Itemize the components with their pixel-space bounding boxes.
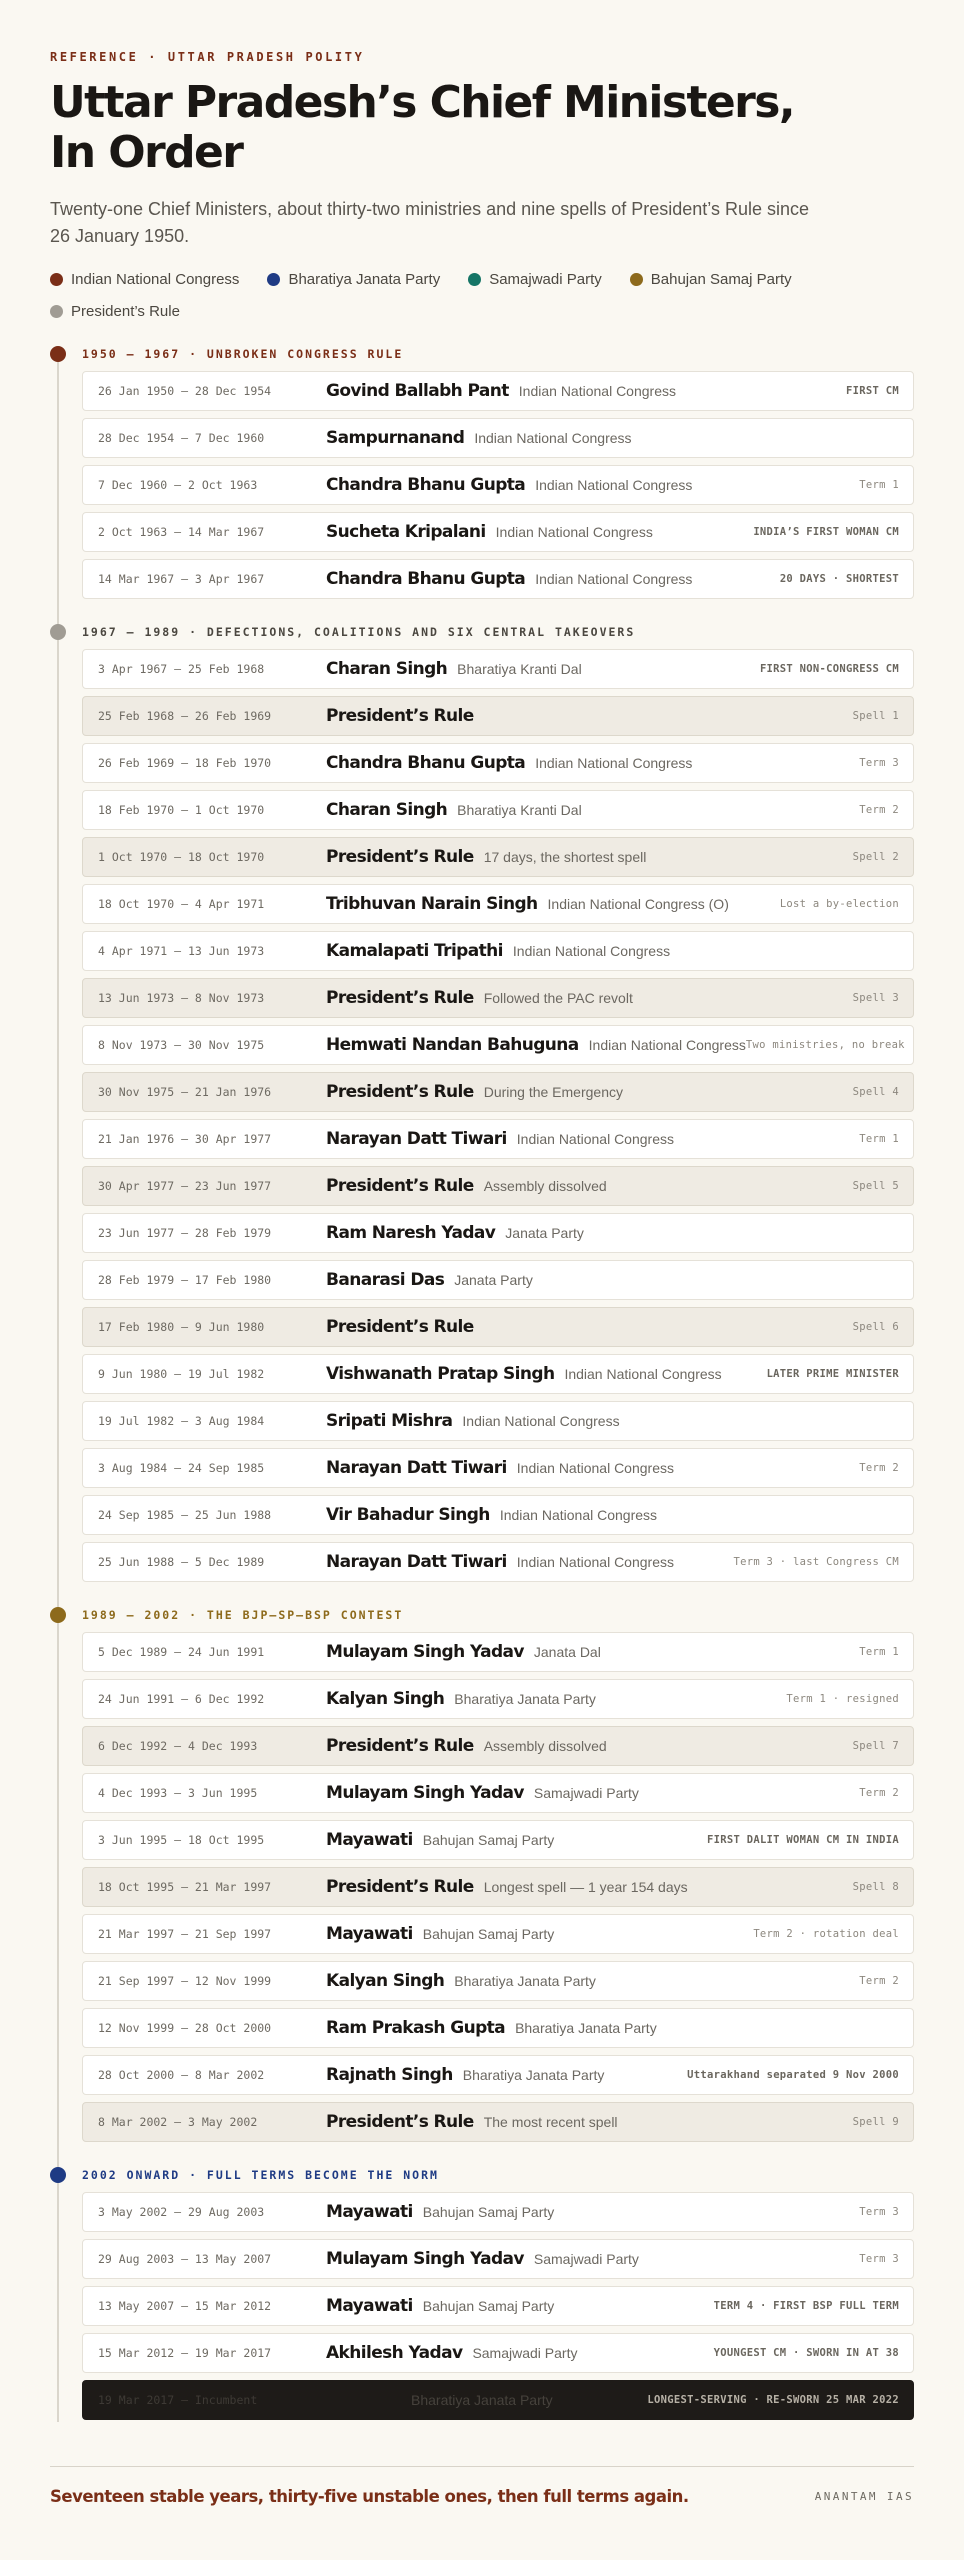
chief-minister-row: [82, 418, 914, 458]
tenure-dates: 4 Dec 1993 – 3 Jun 1995: [98, 1786, 258, 1800]
section-rows: [82, 1632, 914, 2142]
tenure-dates: 7 Dec 1960 – 2 Oct 1963: [98, 478, 258, 492]
section-rows: [82, 371, 914, 599]
chief-minister-name: Kalyan Singh: [326, 1971, 445, 1991]
chief-minister-row: [82, 1448, 914, 1488]
chief-minister-name: President’s Rule: [326, 2112, 474, 2132]
chief-minister-name: Kalyan Singh: [326, 1689, 445, 1709]
chief-minister-row: [82, 1495, 914, 1535]
rule-description: Assembly dissolved: [483, 1738, 607, 1754]
party-name: Bharatiya Kranti Dal: [457, 802, 582, 818]
legend-label: President’s Rule: [71, 302, 180, 320]
page-subtitle: Twenty-one Chief Ministers, about thirty-two ministries and nine spells of President’s Rule since 26 January 1950.: [50, 199, 810, 246]
party-name: Samajwadi Party: [472, 2345, 578, 2361]
chief-minister-name: Mayawati: [326, 1924, 413, 1944]
chief-minister-name: Sripati Mishra: [326, 1411, 453, 1431]
section-heading: 1950 – 1967 · UNBROKEN CONGRESS RULE: [82, 347, 404, 361]
chief-minister-row: [82, 1632, 914, 1672]
page-header: [50, 50, 914, 2408]
chief-minister-name: President’s Rule: [326, 847, 474, 867]
tenure-dates: 25 Jun 1988 – 5 Dec 1989: [98, 1555, 265, 1569]
tenure-dates: 15 Mar 2012 – 19 Mar 2017: [98, 2346, 272, 2360]
chief-minister-name: Ram Prakash Gupta: [326, 2018, 506, 2038]
footer: [50, 2466, 914, 2506]
tenure-note: Uttarakhand separated 9 Nov 2000: [687, 2069, 899, 2081]
tenure-note: Spell 6: [852, 1321, 899, 1333]
chief-minister-row: [82, 1542, 914, 1582]
party-name: Indian National Congress: [474, 430, 632, 446]
kicker: REFERENCE · UTTAR PRADESH POLITY: [50, 50, 365, 64]
legend-label: Indian National Congress: [71, 270, 240, 288]
tenure-dates: 18 Feb 1970 – 1 Oct 1970: [98, 803, 265, 817]
legend-label: Bahujan Samaj Party: [650, 270, 792, 288]
tenure-note: Term 2: [859, 1787, 899, 1799]
chief-minister-row: [82, 1914, 914, 1954]
chief-minister-name: Mayawati: [326, 2296, 413, 2316]
party-name: Indian National Congress: [516, 1554, 674, 1570]
legend-item: [50, 302, 180, 320]
party-name: Indian National Congress: [499, 1507, 658, 1523]
chief-minister-row: [82, 2055, 914, 2095]
party-name: Indian National Congress: [495, 524, 653, 540]
tenure-dates: 25 Feb 1968 – 26 Feb 1969: [98, 709, 272, 723]
tenure-dates: 21 Jan 1976 – 30 Apr 1977: [98, 1132, 272, 1146]
section-marker-icon: [50, 1607, 66, 1623]
chief-minister-name: Mulayam Singh Yadav: [326, 1783, 524, 1803]
presidents-rule-row: [82, 978, 914, 1018]
section-heading: 2002 ONWARD · FULL TERMS BECOME THE NORM: [82, 2168, 439, 2182]
party-name: Indian National Congress: [535, 755, 693, 771]
chief-minister-name: Chandra Bhanu Gupta: [326, 753, 526, 773]
chief-minister-name: Ram Naresh Yadav: [326, 1223, 496, 1243]
section-heading: 1989 – 2002 · THE BJP–SP–BSP CONTEST: [82, 1608, 404, 1622]
party-name: Samajwadi Party: [533, 2251, 639, 2267]
tenure-note: Term 3: [859, 757, 899, 769]
party-name: Bahujan Samaj Party: [422, 1926, 555, 1942]
tenure-dates: 9 Jun 1980 – 19 Jul 1982: [98, 1367, 265, 1381]
chief-minister-row: [82, 465, 914, 505]
tenure-dates: 19 Jul 1982 – 3 Aug 1984: [98, 1414, 265, 1428]
footer-quote: Seventeen stable years, thirty-five unstable ones, then full terms again.: [50, 2487, 689, 2506]
chief-minister-row: [82, 2239, 914, 2279]
tenure-dates: 6 Dec 1992 – 4 Dec 1993: [98, 1739, 258, 1753]
party-name: Bharatiya Janata Party: [454, 1691, 596, 1707]
timeline-section: [50, 623, 914, 1582]
tenure-dates: 2 Oct 1963 – 14 Mar 1967: [98, 525, 265, 539]
tenure-note: Term 2: [859, 804, 899, 816]
chief-minister-name: Chandra Bhanu Gupta: [326, 475, 526, 495]
tenure-dates: 28 Oct 2000 – 8 Mar 2002: [98, 2068, 265, 2082]
tenure-dates: 21 Mar 1997 – 21 Sep 1997: [98, 1927, 272, 1941]
tenure-note: Term 3: [859, 2206, 899, 2218]
tenure-dates: 23 Jun 1977 – 28 Feb 1979: [98, 1226, 272, 1240]
chief-minister-row: [82, 1961, 914, 2001]
tenure-dates: 19 Mar 2017 – Incumbent: [98, 2393, 258, 2407]
tenure-note: Two ministries, no break: [745, 1039, 905, 1051]
party-name: Bahujan Samaj Party: [422, 1832, 555, 1848]
party-name: Bharatiya Janata Party: [454, 1973, 596, 1989]
tenure-dates: 24 Jun 1991 – 6 Dec 1992: [98, 1692, 265, 1706]
party-name: Samajwadi Party: [533, 1785, 639, 1801]
chief-minister-row: [82, 931, 914, 971]
tenure-note: Term 3: [859, 2253, 899, 2265]
chief-minister-name: Hemwati Nandan Bahuguna: [326, 1035, 579, 1055]
chief-minister-name: Rajnath Singh: [326, 2065, 453, 2085]
tenure-note: Spell 5: [852, 1180, 899, 1192]
tenure-dates: 3 Aug 1984 – 24 Sep 1985: [98, 1461, 265, 1475]
chief-minister-row: [82, 2333, 914, 2373]
tenure-note: Term 2: [859, 1975, 899, 1987]
tenure-dates: 17 Feb 1980 – 9 Jun 1980: [98, 1320, 265, 1334]
party-name: Bahujan Samaj Party: [422, 2298, 555, 2314]
chief-minister-row: [82, 1401, 914, 1441]
tenure-dates: 3 May 2002 – 29 Aug 2003: [98, 2205, 265, 2219]
chief-minister-row: [82, 1354, 914, 1394]
tenure-dates: 26 Jan 1950 – 28 Dec 1954: [98, 384, 272, 398]
tenure-note: Spell 8: [852, 1881, 899, 1893]
party-name: Bharatiya Janata Party: [462, 2067, 605, 2083]
rule-description: During the Emergency: [483, 1084, 623, 1100]
chief-minister-name: President’s Rule: [326, 1317, 474, 1337]
tenure-dates: 3 Jun 1995 – 18 Oct 1995: [98, 1833, 265, 1847]
tenure-note: Term 3 · last Congress CM: [733, 1556, 899, 1568]
legend-label: Samajwadi Party: [489, 270, 602, 288]
chief-minister-name: Govind Ballabh Pant: [326, 381, 509, 401]
party-name: Indian National Congress: [462, 1413, 620, 1429]
presidents-rule-row: [82, 837, 914, 877]
tenure-note: Spell 4: [852, 1086, 899, 1098]
rule-description: Longest spell — 1 year 154 days: [483, 1879, 688, 1895]
presidents-rule-row: [82, 2102, 914, 2142]
tenure-note: TERM 4 · FIRST BSP FULL TERM: [713, 2300, 899, 2312]
tenure-dates: 8 Mar 2002 – 3 May 2002: [98, 2115, 258, 2129]
legend-item: [267, 270, 440, 288]
chief-minister-name: Vir Bahadur Singh: [326, 1505, 490, 1525]
tenure-note: Lost a by-election: [779, 898, 899, 910]
tenure-dates: 21 Sep 1997 – 12 Nov 1999: [98, 1974, 272, 1988]
chief-minister-row: [82, 2192, 914, 2232]
chief-minister-row: [82, 649, 914, 689]
chief-minister-row: [82, 1119, 914, 1159]
chief-minister-row: [82, 1025, 914, 1065]
tenure-note: Spell 2: [852, 851, 899, 863]
chief-minister-name: Kamalapati Tripathi: [326, 941, 503, 961]
tenure-dates: 18 Oct 1970 – 4 Apr 1971: [98, 897, 265, 911]
party-name: Janata Dal: [533, 1644, 601, 1660]
chief-minister-name: Mulayam Singh Yadav: [326, 2249, 524, 2269]
tenure-dates: 5 Dec 1989 – 24 Jun 1991: [98, 1645, 265, 1659]
section-marker-icon: [50, 2167, 66, 2183]
tenure-dates: 13 Jun 1973 – 8 Nov 1973: [98, 991, 265, 1005]
party-name: Indian National Congress: [535, 477, 693, 493]
chief-minister-row: [82, 1260, 914, 1300]
timeline-section: [50, 1606, 914, 2142]
chief-minister-name: Narayan Datt Tiwari: [326, 1552, 507, 1572]
legend-dot-icon: [50, 273, 63, 286]
party-name: Indian National Congress: [512, 943, 671, 959]
timeline: [50, 345, 914, 2444]
legend-item: [630, 270, 792, 288]
party-name: Indian National Congress: [535, 571, 693, 587]
chief-minister-name: President’s Rule: [326, 706, 474, 726]
chief-minister-name: Mayawati: [326, 1830, 413, 1850]
timeline-section: [50, 2166, 914, 2420]
legend-dot-icon: [50, 305, 63, 318]
rule-description: 17 days, the shortest spell: [483, 849, 647, 865]
tenure-note: 20 DAYS · SHORTEST: [779, 573, 899, 585]
chief-minister-name: Banarasi Das: [326, 1270, 445, 1290]
legend-label: Bharatiya Janata Party: [288, 270, 441, 288]
section-rows: [82, 2192, 914, 2420]
chief-minister-name: Sampurnanand: [326, 428, 465, 448]
tenure-note: FIRST DALIT WOMAN CM IN INDIA: [706, 1834, 899, 1846]
party-name: Indian National Congress: [518, 383, 676, 399]
tenure-dates: 24 Sep 1985 – 25 Jun 1988: [98, 1508, 272, 1522]
chief-minister-row: [82, 743, 914, 783]
chief-minister-name: Narayan Datt Tiwari: [326, 1129, 507, 1149]
chief-minister-name: Vishwanath Pratap Singh: [326, 1364, 555, 1384]
tenure-note: FIRST NON-CONGRESS CM: [759, 663, 899, 675]
tenure-note: FIRST CM: [846, 385, 899, 397]
footer-credit: ANANTAM IAS: [814, 2490, 914, 2503]
legend-dot-icon: [630, 273, 643, 286]
presidents-rule-row: [82, 1307, 914, 1347]
tenure-note: INDIA’S FIRST WOMAN CM: [753, 526, 899, 538]
chief-minister-name: Narayan Datt Tiwari: [326, 1458, 507, 1478]
incumbent-row: [82, 2380, 914, 2420]
tenure-dates: 18 Oct 1995 – 21 Mar 1997: [98, 1880, 272, 1894]
tenure-note: Term 1: [859, 479, 899, 491]
chief-minister-name: Charan Singh: [326, 800, 448, 820]
presidents-rule-row: [82, 1166, 914, 1206]
tenure-dates: 4 Apr 1971 – 13 Jun 1973: [98, 944, 265, 958]
presidents-rule-row: [82, 1867, 914, 1907]
tenure-dates: 8 Nov 1973 – 30 Nov 1975: [98, 1038, 265, 1052]
section-heading: 1967 – 1989 · DEFECTIONS, COALITIONS AND SIX CENTRAL TAKEOVERS: [82, 625, 636, 639]
tenure-dates: 14 Mar 1967 – 3 Apr 1967: [98, 572, 265, 586]
party-name: Janata Party: [505, 1225, 584, 1241]
tenure-dates: 1 Oct 1970 – 18 Oct 1970: [98, 850, 265, 864]
party-name: Janata Party: [454, 1272, 533, 1288]
tenure-dates: 26 Feb 1969 – 18 Feb 1970: [98, 756, 272, 770]
timeline-section: [50, 345, 914, 599]
chief-minister-name: President’s Rule: [326, 988, 474, 1008]
chief-minister-name: President’s Rule: [326, 1877, 474, 1897]
tenure-dates: 13 May 2007 – 15 Mar 2012: [98, 2299, 272, 2313]
chief-minister-row: [82, 790, 914, 830]
tenure-note: YOUNGEST CM · SWORN IN AT 38: [713, 2347, 899, 2359]
tenure-note: Term 1: [859, 1646, 899, 1658]
chief-minister-row: [82, 1679, 914, 1719]
rule-description: Assembly dissolved: [483, 1178, 607, 1194]
chief-minister-row: [82, 559, 914, 599]
tenure-note: LONGEST-SERVING · RE-SWORN 25 MAR 2022: [647, 2394, 899, 2406]
chief-minister-name: Mulayam Singh Yadav: [326, 1642, 524, 1662]
tenure-note: Term 2 · rotation deal: [753, 1928, 899, 1940]
tenure-dates: 28 Dec 1954 – 7 Dec 1960: [98, 431, 265, 445]
legend-dot-icon: [267, 273, 280, 286]
tenure-note: Spell 9: [852, 2116, 899, 2128]
tenure-dates: 29 Aug 2003 – 13 May 2007: [98, 2252, 272, 2266]
chief-minister-name: President’s Rule: [326, 1082, 474, 1102]
party-name: Indian National Congress (O): [547, 896, 729, 912]
chief-minister-row: [82, 2286, 914, 2326]
chief-minister-name: Charan Singh: [326, 659, 448, 679]
section-marker-icon: [50, 624, 66, 640]
party-name: Indian National Congress: [564, 1366, 722, 1382]
chief-minister-name: Sucheta Kripalani: [326, 522, 486, 542]
chief-minister-name: Mayawati: [326, 2202, 413, 2222]
party-name: Indian National Congress: [516, 1131, 674, 1147]
legend-item: [468, 270, 602, 288]
party-name: Indian National Congress: [516, 1460, 674, 1476]
tenure-note: Term 1 · resigned: [786, 1693, 899, 1705]
tenure-note: Spell 7: [852, 1740, 899, 1752]
rule-description: Followed the PAC revolt: [483, 990, 633, 1006]
party-name: Bharatiya Kranti Dal: [457, 661, 582, 677]
tenure-note: Spell 3: [852, 992, 899, 1004]
chief-minister-row: [82, 2008, 914, 2048]
party-name: Bharatiya Janata Party: [515, 2020, 657, 2036]
page-title: Uttar Pradesh’s Chief Ministers, In Order: [50, 77, 794, 178]
tenure-dates: 12 Nov 1999 – 28 Oct 2000: [98, 2021, 272, 2035]
presidents-rule-row: [82, 1726, 914, 1766]
tenure-dates: 30 Nov 1975 – 21 Jan 1976: [98, 1085, 272, 1099]
tenure-note: Term 1: [859, 1133, 899, 1145]
presidents-rule-row: [82, 1072, 914, 1112]
chief-minister-row: [82, 512, 914, 552]
chief-minister-row: [82, 884, 914, 924]
tenure-note: Spell 1: [852, 710, 899, 722]
party-name: Bharatiya Janata Party: [411, 2392, 553, 2408]
tenure-dates: 3 Apr 1967 – 25 Feb 1968: [98, 662, 265, 676]
chief-minister-name: President’s Rule: [326, 1176, 474, 1196]
chief-minister-name: Tribhuvan Narain Singh: [326, 894, 538, 914]
chief-minister-name: Akhilesh Yadav: [326, 2343, 463, 2363]
chief-minister-name: Chandra Bhanu Gupta: [326, 569, 526, 589]
chief-minister-row: [82, 1773, 914, 1813]
party-name: Bahujan Samaj Party: [422, 2204, 555, 2220]
tenure-note: LATER PRIME MINISTER: [766, 1368, 899, 1380]
rule-description: The most recent spell: [483, 2114, 618, 2130]
section-rows: [82, 649, 914, 1582]
presidents-rule-row: [82, 696, 914, 736]
legend: [50, 270, 840, 320]
chief-minister-row: [82, 1820, 914, 1860]
tenure-dates: 28 Feb 1979 – 17 Feb 1980: [98, 1273, 272, 1287]
legend-item: [50, 270, 239, 288]
section-marker-icon: [50, 346, 66, 362]
legend-dot-icon: [468, 273, 481, 286]
tenure-dates: 30 Apr 1977 – 23 Jun 1977: [98, 1179, 272, 1193]
chief-minister-row: [82, 371, 914, 411]
chief-minister-name: President’s Rule: [326, 1736, 474, 1756]
tenure-note: Term 2: [859, 1462, 899, 1474]
party-name: Indian National Congress: [588, 1037, 746, 1053]
chief-minister-row: [82, 1213, 914, 1253]
